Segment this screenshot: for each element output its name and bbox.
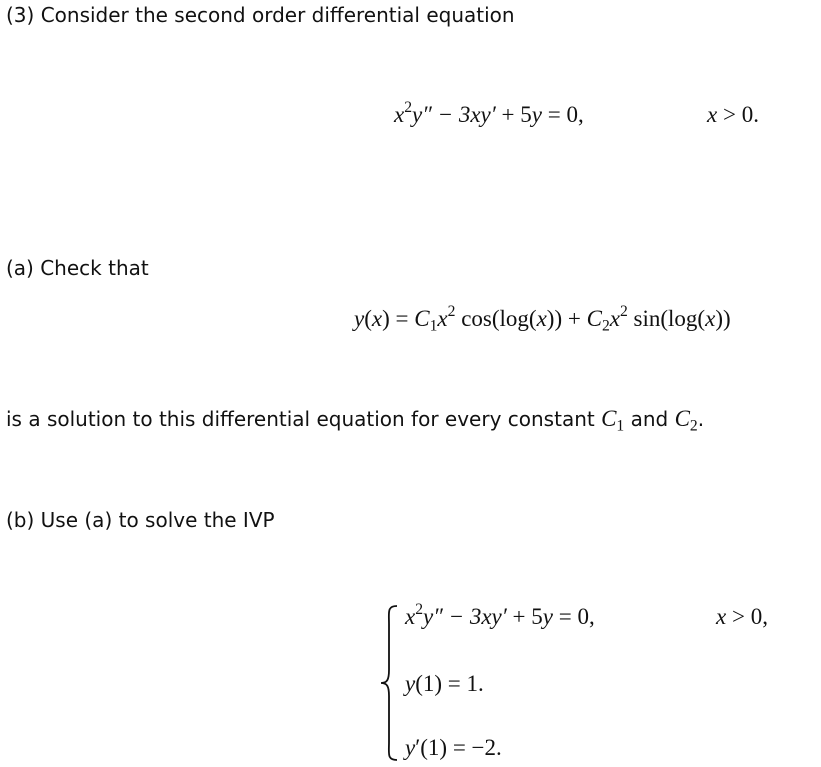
ivp-condition: x > 0, xyxy=(716,604,768,629)
ivp-equation: $x^2y'' - 3xy' + 5y = 0$, xyxy=(405,600,595,629)
ivp-initial-value: y(1) = 1. xyxy=(405,671,484,696)
ivp-brace xyxy=(378,604,400,762)
part-a-label: (a) Check that xyxy=(6,256,149,280)
general-solution: $y(x) = C_1x^2$ $\cos(\log(x)) + C_2x^2$ sin(log(x)) xyxy=(354,302,731,335)
part-b-label: (b) Use (a) to solve the IVP xyxy=(6,508,275,532)
ode-equation: $x^2y'' - 3xy' + 5y = 0$, xyxy=(394,98,584,127)
solution-statement: is a solution to this differential equation for every constant $C_1$ and $C_2$. xyxy=(6,406,705,435)
ivp-initial-derivative: y′(1) = −2. xyxy=(405,735,502,760)
ode-condition: x > 0. xyxy=(707,102,759,127)
problem-intro: (3) Consider the second order differential equation xyxy=(6,3,515,27)
